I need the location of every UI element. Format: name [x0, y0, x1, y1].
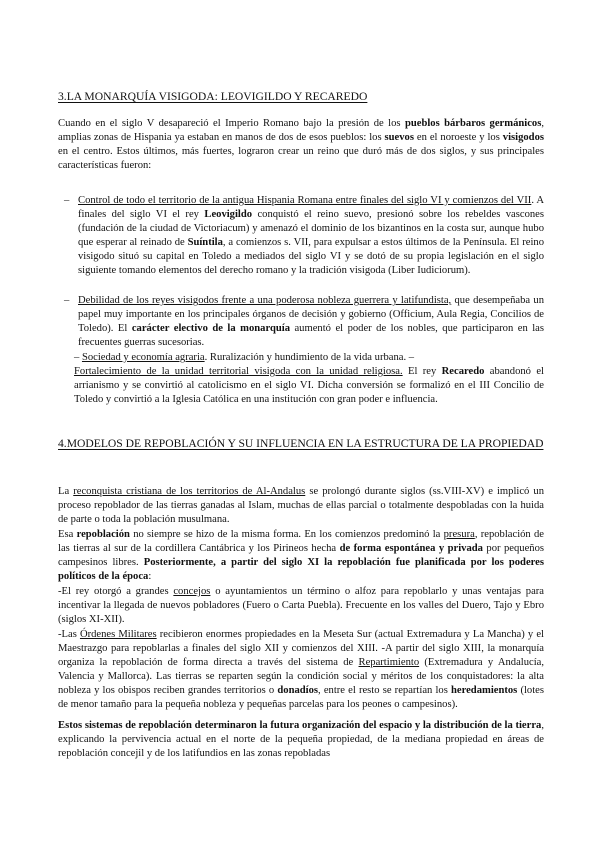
list-item-unidad-religiosa: [74, 365, 544, 407]
section-4-heading: 4.MODELOS DE REPOBLACIÓN Y SU INFLUENCIA EN LA ESTRUCTURA DE LA PROPIEDAD: [58, 437, 544, 450]
underlined-run: Órdenes Militares: [79, 629, 157, 640]
list-item-text: [78, 295, 544, 348]
text-run: o ayuntamientos un término o alfoz para repoblarlo y unas ventajas para incentivar la llegada de nuevos pobladores (Fuero o Carta Puebla). Frecuente en los valles del Duero, Tajo y Ebro (siglos XI-XII).: [58, 586, 544, 626]
underlined-run: presura: [443, 529, 475, 540]
text-run: (lotes de menor tamaño para la pequeña nobleza y pequeñas parcelas para los peones o campesinos).: [58, 685, 545, 711]
bold-run: heredamientos: [451, 685, 518, 697]
paragraph-ordenes-militares: [58, 628, 544, 713]
paragraph-reconquista: [58, 485, 544, 527]
text-run: -El rey otorgó a grandes: [58, 586, 174, 597]
underlined-run: reconquista cristiana de los territorios de Al-Andalus: [73, 486, 306, 497]
text-run: . A finales del siglo VI el rey: [78, 195, 544, 221]
list-dash: –: [64, 295, 70, 306]
bold-run: pueblos bárbaros germánicos: [404, 118, 542, 129]
list-dash: –: [64, 195, 70, 206]
text-run: . Ruralización y hundimiento de la vida urbana. –: [204, 352, 415, 363]
text-run: (Extremadura y Andalucía, Valencia y Mallorca). Las tierras se reparten según la condición social y méritos de los conquistadores: la alta nobleza y los obispos reciben grandes territorios o: [58, 657, 545, 697]
text-run: -Las: [58, 629, 80, 640]
bold-run: de forma espontánea y privada: [339, 543, 483, 555]
text-run: en el centro. Estos últimos, más fuertes, lograron crear un reino que duró más de dos siglos, y sus principales características fueron:: [58, 146, 544, 172]
underlined-run: Debilidad de los reyes visigodos frente a una poderosa nobleza guerrera y latifundista,: [78, 295, 452, 306]
bold-run: repoblación: [76, 529, 130, 540]
section-3-intro: [58, 117, 544, 173]
paragraph-conclusion: [58, 719, 544, 761]
underlined-run: concejos: [173, 586, 211, 597]
list-item-control-territorio: [64, 194, 544, 279]
underlined-run: Sociedad y economía agraria: [81, 352, 205, 363]
text-run: Cuando en el siglo V desapareció el Imperio Romano bajo la presión de los: [58, 118, 405, 129]
list-item-text: [78, 195, 544, 276]
text-run: , a comienzos s. VII, para expulsar a estos últimos de la Península. El reino visigodo situó su capital en Toledo a mediados del siglo VI y se dotó de su propia legislación en el siglo siguiente tomando elementos del derecho romano y la tradición visigoda (Liber Iudiciorum).: [78, 237, 544, 277]
text-run: La: [58, 486, 74, 497]
bold-run: Leovigildo: [204, 209, 253, 221]
bold-run: Suíntila: [187, 237, 223, 249]
section-3-heading: 3.LA MONARQUÍA VISIGODA: LEOVIGILDO Y RECAREDO: [58, 90, 368, 103]
text-run: :: [148, 571, 152, 583]
underlined-run: Fortalecimiento de la unidad territorial visigoda con la unidad religiosa.: [74, 366, 403, 377]
bold-run: suevos: [384, 132, 414, 144]
bold-run: visigodos: [502, 132, 544, 144]
text-run: El rey: [402, 366, 442, 377]
list-item-debilidad-reyes: [64, 294, 545, 350]
bold-run: Estos sistemas de repoblación determinaron la futura organización del espacio y la distribución de la tierra: [58, 720, 542, 731]
text-run: se prolongó durante siglos (ss.VIII-XV) e implicó un proceso repoblador de las tierras ganadas al Islam, muchas de ellas parcial o totalmente despobladas con la huida de parte o toda la población musulmana.: [58, 486, 544, 526]
text-run: , entre el resto se repartían los: [318, 685, 451, 697]
text-run: , amplias zonas de Hispania ya estaban en manos de dos de esos pueblos: los: [58, 118, 544, 144]
paragraph-repoblacion: [58, 528, 544, 584]
bold-run: Recaredo: [441, 366, 485, 377]
text-run: Esa: [58, 529, 77, 540]
text-run: en el noroeste y los: [413, 132, 503, 144]
text-run: que desempeñaba un papel muy importante en los principales órganos de decisión y gobierno (Officium, Aula Regia, Concilios de Toledo). El: [78, 295, 545, 335]
text-run: –: [74, 352, 82, 363]
list-item-sociedad-economia: [74, 351, 544, 365]
text-run: , explicando la pervivencia actual en el norte de la pequeña propiedad, de la mediana propiedad en áreas de repoblación concejil y de los latifundios en las zonas repobladas: [58, 720, 544, 760]
bold-run: donadíos: [277, 685, 319, 697]
bold-run: carácter electivo de la monarquía: [131, 323, 290, 335]
bold-run: Posteriormente, a partir del siglo XI la repoblación fue planificada por los poderes políticos de la época: [58, 557, 544, 583]
underlined-run: Repartimiento: [358, 657, 420, 669]
text-run: aumentó el poder de los nobles, que participaron en las frecuentes guerras sucesorias.: [78, 323, 544, 349]
text-run: abandonó el arrianismo y se convirtió al catolicismo en el siglo VI. Dicha conversión se formalizó en el III Concilio de Toledo y convirtió a la Iglesia Católica en una institución con gran poder e influencia.: [74, 366, 544, 406]
text-run: no siempre se hizo de la misma forma. En los comienzos predominó la: [129, 529, 444, 540]
text-run: conquistó el reino suevo, presionó sobre los rebeldes vascones (fundación de la ciudad de Victoriacum) y amenazó el dominio de los bizantinos en la costa sur, aunque hubo que esperar al reinado de: [78, 209, 544, 249]
underlined-run: Control de todo el territorio de la antigua Hispania Romana entre finales del siglo VI y comienzos del VII: [78, 195, 532, 206]
text-run: , repoblación de las tierras al sur de la cordillera Cantábrica y los Pirineos hecha: [58, 529, 544, 555]
paragraph-concejos: [58, 585, 544, 627]
text-run: por pequeños campesinos libres.: [58, 543, 544, 569]
text-run: recibieron enormes propiedades en la Meseta Sur (actual Extremadura y La Mancha) y el Maestrazgo para repoblarlas a finales del siglo XII y comienzos del XIII. -A partir del siglo XIII, la monarquía organiza la repoblación de forma directa a través del sistema de: [58, 629, 544, 669]
